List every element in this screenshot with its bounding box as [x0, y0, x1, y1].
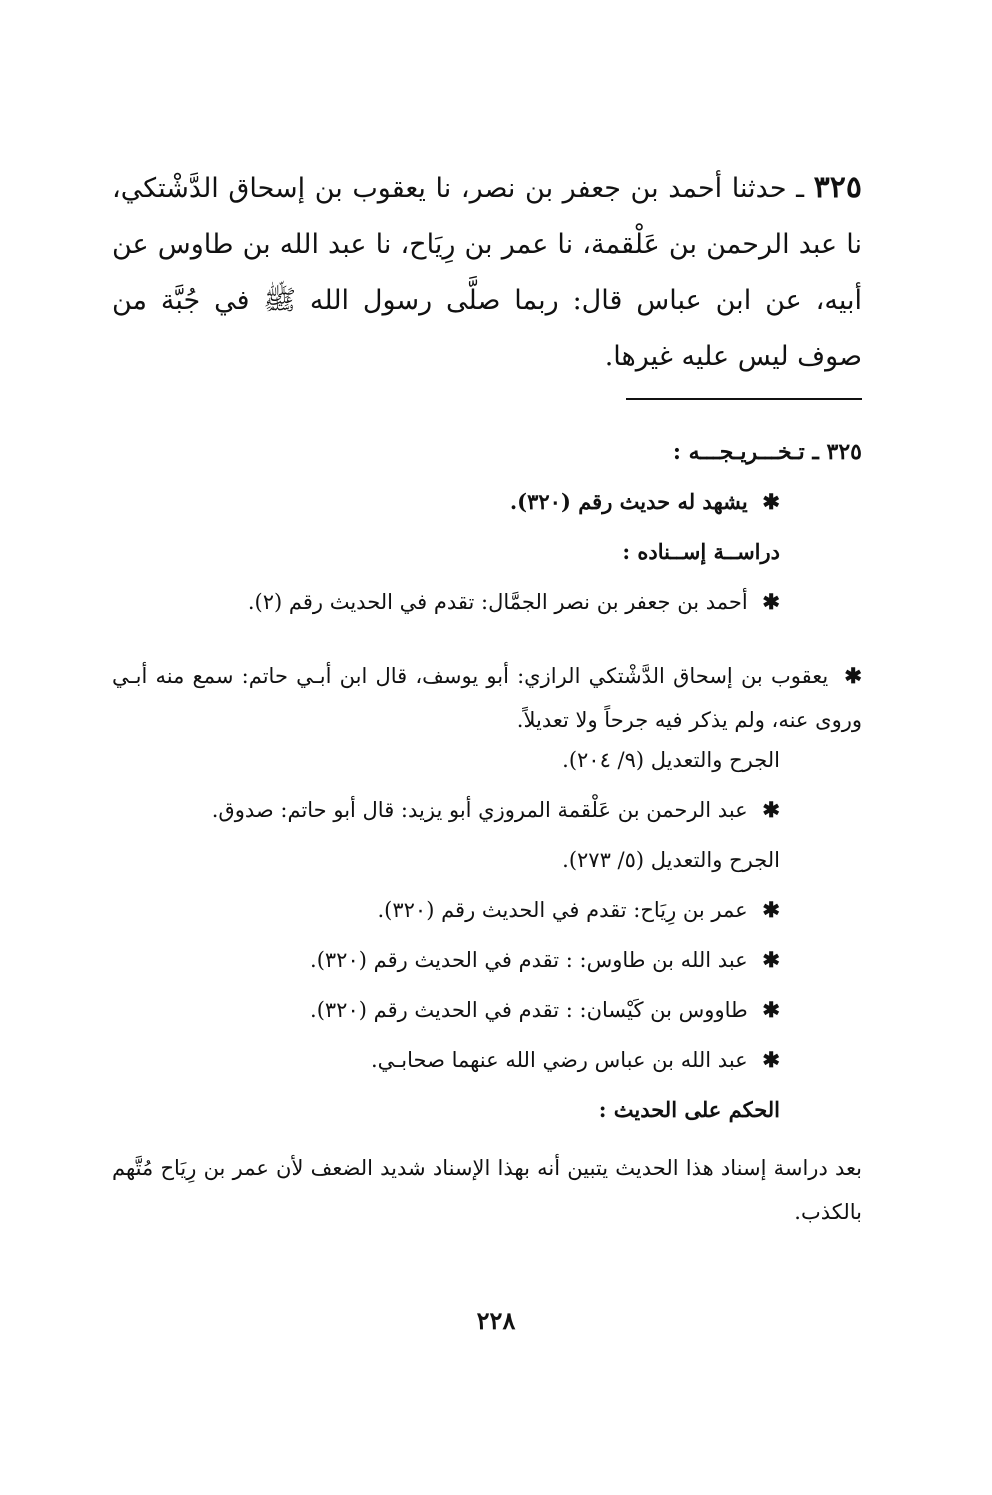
page-number: ٢٢٨ [476, 1306, 516, 1335]
footnotes-block [112, 432, 780, 632]
bullet-star-icon: ✱ [762, 797, 780, 822]
reference-line: الجرح والتعديل (٥/ ٢٧٣). [562, 848, 780, 872]
narrator-item [112, 790, 780, 830]
bullet-star-icon: ✱ [762, 589, 780, 614]
narrator-text: أحمد بن جعفر بن نصر الجمَّال: تقدم في الحديث رقم (٢). [247, 590, 748, 614]
narrator-item [112, 990, 780, 1030]
narrator-text: عمر بن رِيَاح: تقدم في الحديث رقم (٣٢٠). [377, 898, 748, 922]
bullet-star-icon: ✱ [762, 489, 780, 514]
bullet-star-icon: ✱ [762, 897, 780, 922]
heading-spacer [112, 432, 780, 482]
narrator-text: طاووس بن كَيْسان: : تقدم في الحديث رقم (٣٢٠). [310, 998, 748, 1022]
ruling-text: بعد دراسة إسناد هذا الحديث يتبين أنه بهذا الإسناد شديد الضعف لأن عمر بن رِيَاح مُتَّهم بالكذب. [112, 1156, 862, 1224]
witness-line [112, 482, 780, 522]
footnote-separator [626, 398, 862, 400]
footnotes-block-continued [112, 740, 780, 1140]
narrator-item [112, 1040, 780, 1080]
reference-line: الجرح والتعديل (٩/ ٢٠٤). [562, 748, 780, 772]
takhrij-heading: ٣٢٥ ـ تـخـــريـجـــه : [672, 439, 862, 465]
narrator-item-wrapped [112, 654, 862, 742]
bullet-star-icon: ✱ [762, 947, 780, 972]
narrator-text: عبد الله بن طاوس: : تقدم في الحديث رقم (٣٢٠). [310, 948, 748, 972]
hadith-text-block [112, 160, 862, 385]
narrator-text: يعقوب بن إسحاق الدَّشْتكي الرازي: أبو يوسف، قال ابن أبـي حاتم: سمع منه أبـي وروى عنه، ولم يذكر فيه جرحاً ولا تعديلاً. [112, 664, 862, 732]
narrator-item [112, 890, 780, 930]
witness-text: يشهد له حديث رقم (٣٢٠). [509, 489, 748, 514]
hadith-body: ـ حدثنا أحمد بن جعفر بن نصر، نا يعقوب بن إسحاق الدَّشْتكي، نا عبد الرحمن بن عَلْقمة، نا عمر بن رِيَاح، نا عبد الله بن طاوس عن أبيه، عن ابن عباس قال: ربما صلَّى رسول الله ﷺ في جُبَّة من صوف ليس عليه غيرها. [112, 173, 862, 372]
narrator-item [112, 940, 780, 980]
bullet-star-icon: ✱ [762, 1047, 780, 1072]
bullet-star-icon: ✱ [844, 663, 862, 688]
isnad-heading: دراســة إســناده : [622, 539, 780, 564]
narrator-item [112, 582, 780, 622]
bullet-star-icon: ✱ [762, 997, 780, 1022]
narrator-text: عبد الرحمن بن عَلْقمة المروزي أبو يزيد: قال أبو حاتم: صدوق. [211, 798, 748, 822]
hadith-number: ٣٢٥ [813, 170, 862, 205]
narrator-text: عبد الله بن عباس رضي الله عنهما صحابـي. [370, 1048, 748, 1072]
ruling-heading: الحكم على الحديث : [598, 1097, 780, 1122]
